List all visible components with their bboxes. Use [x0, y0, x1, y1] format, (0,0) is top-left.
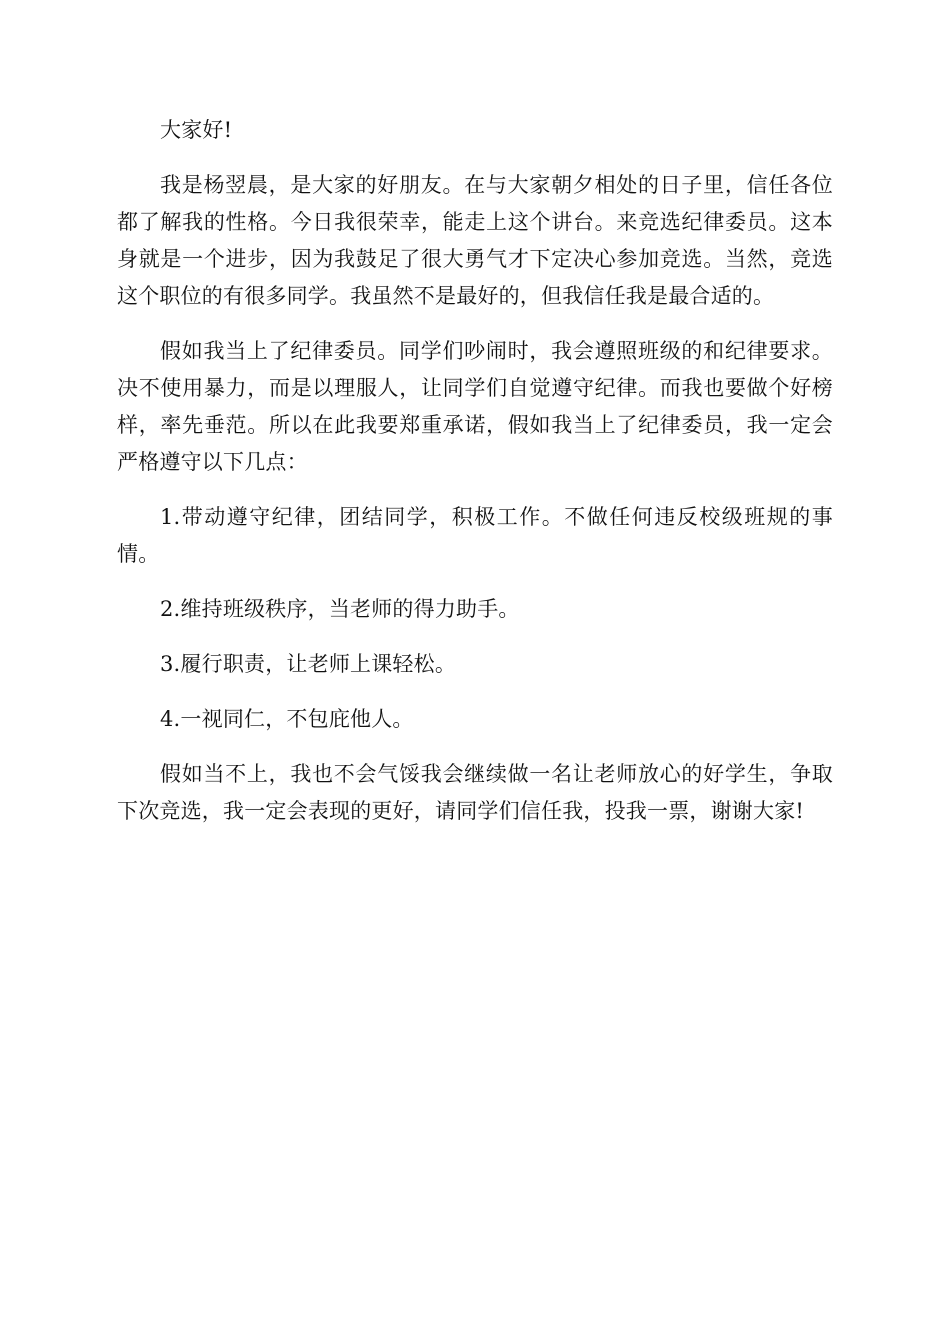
- list-item-4: 4.一视同仁，不包庇他人。: [160, 707, 414, 731]
- list-item-1: 1.带动遵守纪律，团结同学，积极工作。不做任何违反校级班规的事情。: [117, 505, 833, 566]
- list-item-2: 2.维持班级秩序，当老师的得力助手。: [160, 597, 520, 621]
- paragraph-closing: 假如当不上，我也不会气馁我会继续做一名让老师放心的好学生，争取下次竞选，我一定会表现的更好，请同学们信任我，投我一票，谢谢大家!: [117, 762, 833, 823]
- greeting: 大家好!: [160, 118, 233, 142]
- paragraph-promise: 假如我当上了纪律委员。同学们吵闹时，我会遵照班级的和纪律要求。决不使用暴力，而是以理服人，让同学们自觉遵守纪律。而我也要做个好榜样，率先垂范。所以在此我要郑重承诺，假如我当上了纪律委员，我一定会严格遵守以下几点：: [117, 339, 833, 474]
- list-item-3: 3.履行职责，让老师上课轻松。: [160, 652, 457, 676]
- document-body: [117, 112, 833, 848]
- paragraph-intro: 我是杨翌晨，是大家的好朋友。在与大家朝夕相处的日子里，信任各位都了解我的性格。今日我很荣幸，能走上这个讲台。来竞选纪律委员。这本身就是一个进步，因为我鼓足了很大勇气才下定决心参加竞选。当然，竞选这个职位的有很多同学。我虽然不是最好的，但我信任我是最合适的。: [117, 173, 833, 308]
